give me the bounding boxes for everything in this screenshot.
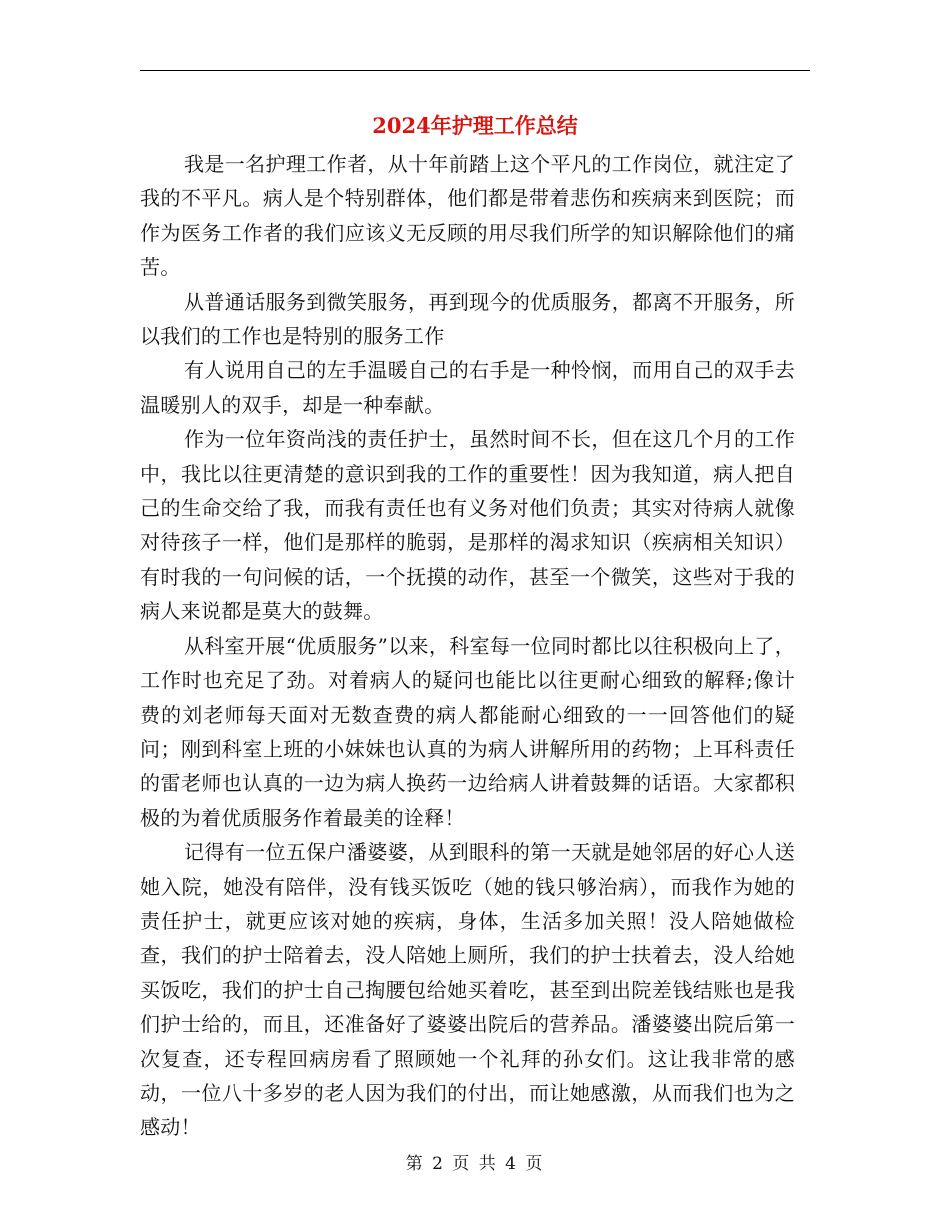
header-rule [140,70,810,71]
paragraph: 从科室开展“优质服务”以来，科室每一位同时都比以往积极向上了，工作时也充足了劲。对着病人的疑问也能比以往更耐心细致的解释;像计费的刘老师每天面对无数查费的病人都能耐心细致的一一回答他们的疑问；刚到科室上班的小妹妹也认真的为病人讲解所用的药物；上耳科责任的雷老师也认真的一边为病人换药一边给病人讲着鼓舞的话语。大家都积极的为着优质服务作着最美的诠释！ [140,633,795,830]
paragraph: 从普通话服务到微笑服务，再到现今的优质服务，都离不开服务，所以我们的工作也是特别的服务工作 [140,289,795,349]
paragraph: 记得有一位五保户潘婆婆，从到眼科的第一天就是她邻居的好心人送她入院，她没有陪伴，没有钱买饭吃（她的钱只够治病），而我作为她的责任护士，就更应该对她的疾病，身体，生活多加关照！没人陪她做检查，我们的护士陪着去，没人陪她上厕所，我们的护士扶着去，没人给她买饭吃，我们的护士自己掏腰包给她买着吃，甚至到出院差钱结账也是我们护士给的，而且，还准备好了婆婆出院后的营养品。潘婆婆出院后第一次复查，还专程回病房看了照顾她一个礼拜的孙女们。这让我非常的感动，一位八十多岁的老人因为我们的付出，而让她感激，从而我们也为之感动！ [140,840,795,1140]
document-body [140,147,795,1145]
paragraph: 有人说用自己的左手温暖自己的右手是一种怜悯，而用自己的双手去温暖别人的双手，却是一种奉献。 [140,358,795,417]
paragraph: 我是一名护理工作者，从十年前踏上这个平凡的工作岗位，就注定了我的不平凡。病人是个特别群体，他们都是带着悲伤和疾病来到医院；而作为医务工作者的我们应该义无反顾的用尽我们所学的知识解除他们的痛苦。 [140,152,795,280]
document-title: 2024年护理工作总结 [372,113,578,138]
page-number: 第 2 页 共 4 页 [405,1154,545,1174]
paragraph: 作为一位年资尚浅的责任护士，虽然时间不长，但在这几个月的工作中，我比以往更清楚的意识到我的工作的重要性！因为我知道，病人把自己的生命交给了我，而我有责任也有义务对他们负责；其实对待病人就像对待孩子一样，他们是那样的脆弱，是那样的渴求知识（疾病相关知识）有时我的一句问候的话，一个抚摸的动作，甚至一个微笑，这些对于我的病人来说都是莫大的鼓舞。 [140,427,795,624]
